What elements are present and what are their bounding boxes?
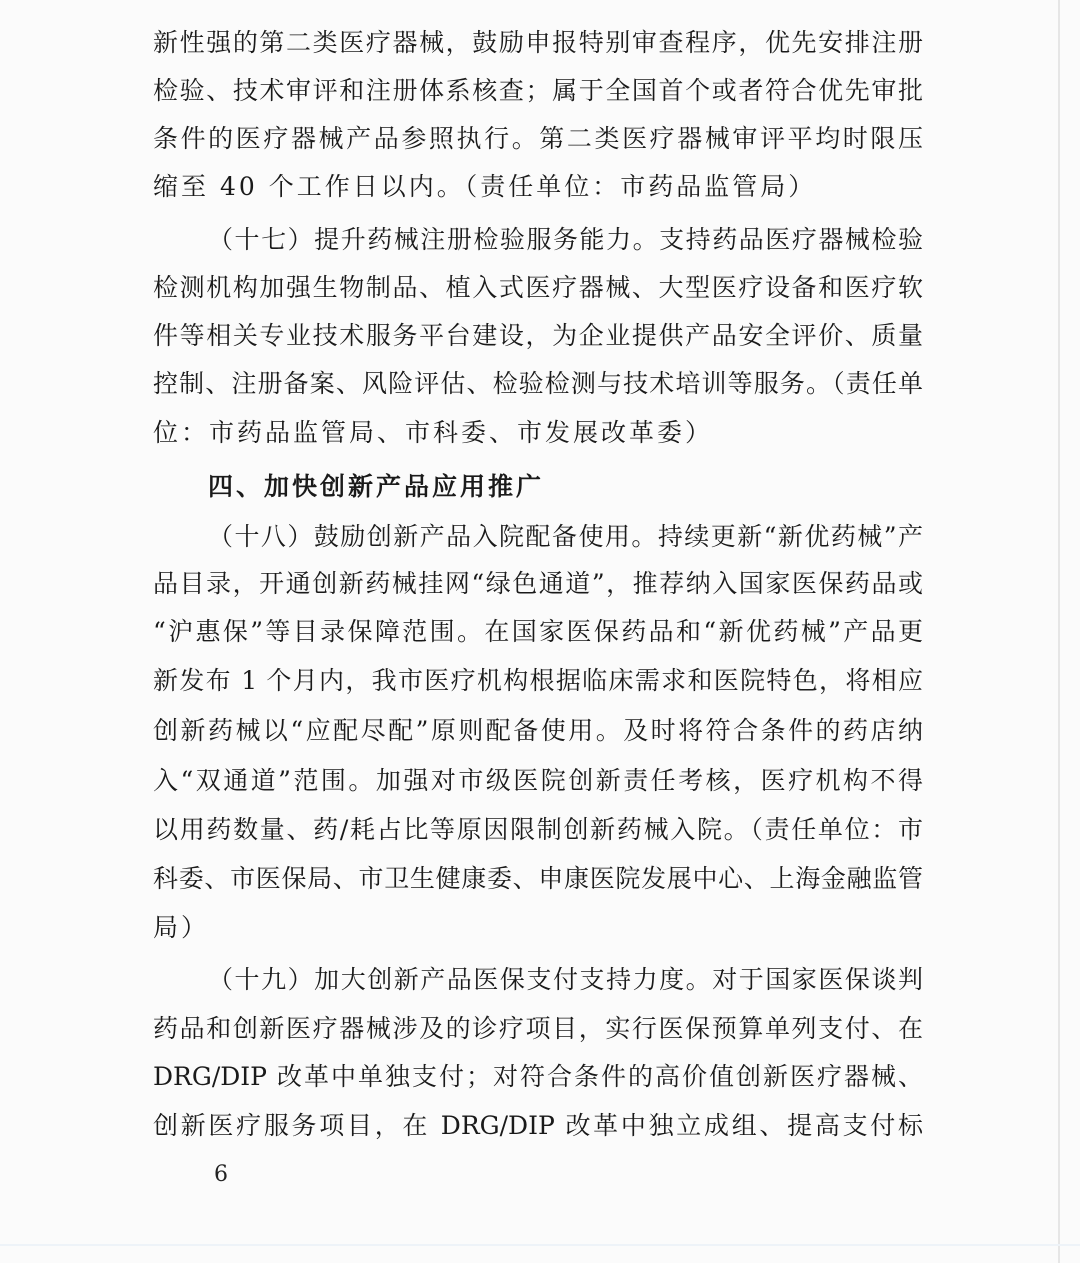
paragraph-heading-17: （十七）提升药械注册检验服务能力。支持药品医疗器械检验: [208, 225, 923, 254]
paragraph-heading-18: （十八）鼓励创新产品入院配备使用。持续更新“新优药械”产: [208, 522, 923, 551]
text-line: 件等相关专业技术服务平台建设，为企业提供产品安全评价、质量: [153, 321, 923, 350]
text-line: 检测机构加强生物制品、植入式医疗器械、大型医疗设备和医疗软: [153, 273, 923, 302]
text-line: 入“双通道”范围。加强对市级医院创新责任考核，医疗机构不得: [153, 766, 923, 795]
section-heading: 四、加快创新产品应用推广: [208, 472, 545, 501]
text-line: 位：市药品监管局、市科委、市发展改革委）: [153, 418, 714, 447]
page-number: 6: [214, 1162, 228, 1187]
text-line: 以用药数量、药/耗占比等原因限制创新药械入院。（责任单位：市: [153, 815, 923, 844]
text-line: “沪惠保”等目录保障范围。在国家医保药品和“新优药械”产品更: [153, 617, 923, 646]
text-line: 创新药械以“应配尽配”原则配备使用。及时将符合条件的药店纳: [153, 716, 923, 745]
text-line: 局）: [153, 913, 210, 942]
text-line: 条件的医疗器械产品参照执行。第二类医疗器械审评平均时限压: [153, 124, 923, 153]
text-line: 控制、注册备案、风险评估、检验检测与技术培训等服务。（责任单: [153, 369, 923, 398]
text-line: 新发布 1 个月内，我市医疗机构根据临床需求和医院特色，将相应: [153, 666, 923, 695]
text-line: 创新医疗服务项目，在 DRG/DIP 改革中独立成组、提高支付标: [153, 1111, 923, 1140]
text-line: 药品和创新医疗器械涉及的诊疗项目，实行医保预算单列支付、在: [153, 1014, 923, 1043]
text-line: 新性强的第二类医疗器械，鼓励申报特别审查程序，优先安排注册: [153, 28, 923, 57]
page-edge-divider: [1058, 0, 1060, 1263]
text-line: 科委、市医保局、市卫生健康委、申康医院发展中心、上海金融监管: [153, 864, 923, 893]
page-bottom-divider: [0, 1244, 1080, 1246]
text-line: 缩至 40 个工作日以内。（责任单位：市药品监管局）: [153, 172, 817, 201]
text-line: 检验、技术审评和注册体系核查；属于全国首个或者符合优先审批: [153, 76, 923, 105]
text-line: 品目录，开通创新药械挂网“绿色通道”，推荐纳入国家医保药品或: [153, 569, 923, 598]
text-line: DRG/DIP 改革中单独支付；对符合条件的高价值创新医疗器械、: [153, 1062, 923, 1091]
paragraph-heading-19: （十九）加大创新产品医保支付支持力度。对于国家医保谈判: [208, 965, 923, 994]
